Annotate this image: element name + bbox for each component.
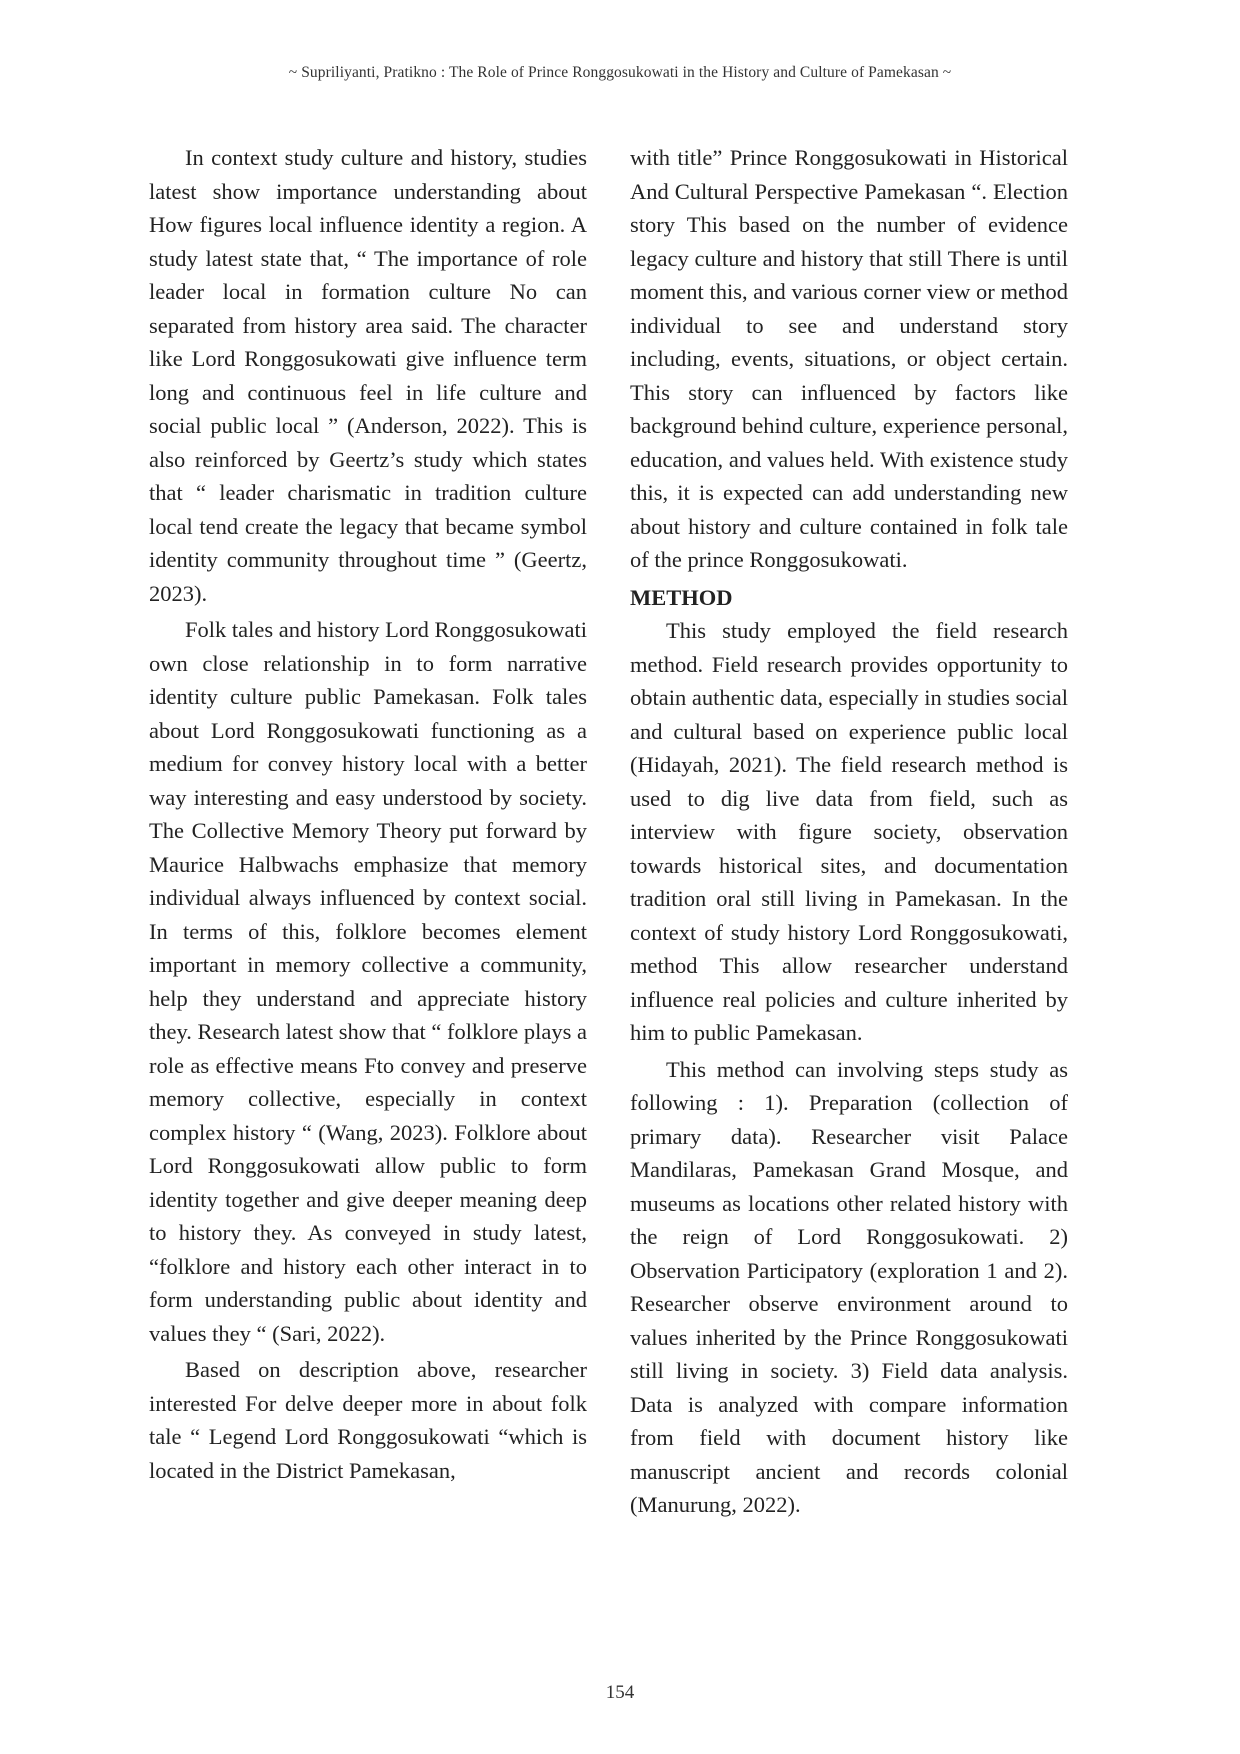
section-heading-method: METHOD xyxy=(630,584,733,610)
body-paragraph: In context study culture and history, studies latest show importance understanding about How figures local influence identity a region. A study latest state that, “ The importance of role leader local in formation culture No can separated from history area said. The character like Lord Ronggosukowati give influence term long and continuous feel in life culture and social public local ” (Anderson, 2022). This is also reinforced by Geertz’s study which states that “ leader charismatic in tradition culture local tend create the legacy that became symbol identity community throughout time ” (Geertz, 2023). xyxy=(149,145,587,606)
running-header: ~ Supriliyanti, Pratikno : The Role of Prince Ronggosukowati in the History and Culture of Pamekasan ~ xyxy=(288,64,952,81)
body-paragraph-continued: with title” Prince Ronggosukowati in Historical And Cultural Perspective Pamekasan “. Election story This based on the number of evidence legacy culture and history that still There is until moment this, and various corner view or method individual to see and understand story including, events, situations, or object certain. This story can influenced by factors like background behind culture, experience personal, education, and values held. With existence study this, it is expected can add understanding new about history and culture contained in folk tale of the prince Ronggosukowati. xyxy=(630,145,1068,572)
body-paragraph: Folk tales and history Lord Ronggosukowati own close relationship in to form narrative identity culture public Pamekasan. Folk tales about Lord Ronggosukowati functioning as a medium for convey history local with a better way interesting and easy understood by society. The Collective Memory Theory put forward by Maurice Halbwachs emphasize that memory individual always influenced by context social. In terms of this, folklore becomes element important in memory collective a community, help they understand and appreciate history they. Research latest show that “ folklore plays a role as effective means Fto convey and preserve memory collective, especially in context complex history “ (Wang, 2023). Folklore about Lord Ronggosukowati allow public to form identity together and give deeper meaning deep to history they. As conveyed in study latest, “folklore and history each other interact in to form understanding public about identity and values they “ (Sari, 2022). xyxy=(149,617,587,1346)
body-paragraph: This study employed the field research method. Field research provides opportunity to obtain authentic data, especially in studies social and cultural based on experience public local (Hidayah, 2021). The field research method is used to dig live data from field, such as interview with figure society, observation towards historical sites, and documentation tradition oral still living in Pamekasan. In the context of study history Lord Ronggosukowati, method This allow researcher understand influence real policies and culture inherited by him to public Pamekasan. xyxy=(630,618,1068,1045)
body-paragraph: Based on description above, researcher interested For delve deeper more in about folk tale “ Legend Lord Ronggosukowati “which is located in the District Pamekasan, xyxy=(149,1357,587,1483)
page-number: 154 xyxy=(605,1682,635,1703)
right-column xyxy=(630,141,1068,1525)
left-column xyxy=(149,141,587,1490)
body-paragraph: This method can involving steps study as following : 1). Preparation (collection of primary data). Researcher visit Palace Mandilaras, Pamekasan Grand Mosque, and museums as locations other related history with the reign of Lord Ronggosukowati. 2) Observation Participatory (exploration 1 and 2). Researcher observe environment around to values inherited by the Prince Ronggosukowati still living in society. 3) Field data analysis. Data is analyzed with compare information from field with document history like manuscript ancient and records colonial (Manurung, 2022). xyxy=(630,1056,1068,1517)
